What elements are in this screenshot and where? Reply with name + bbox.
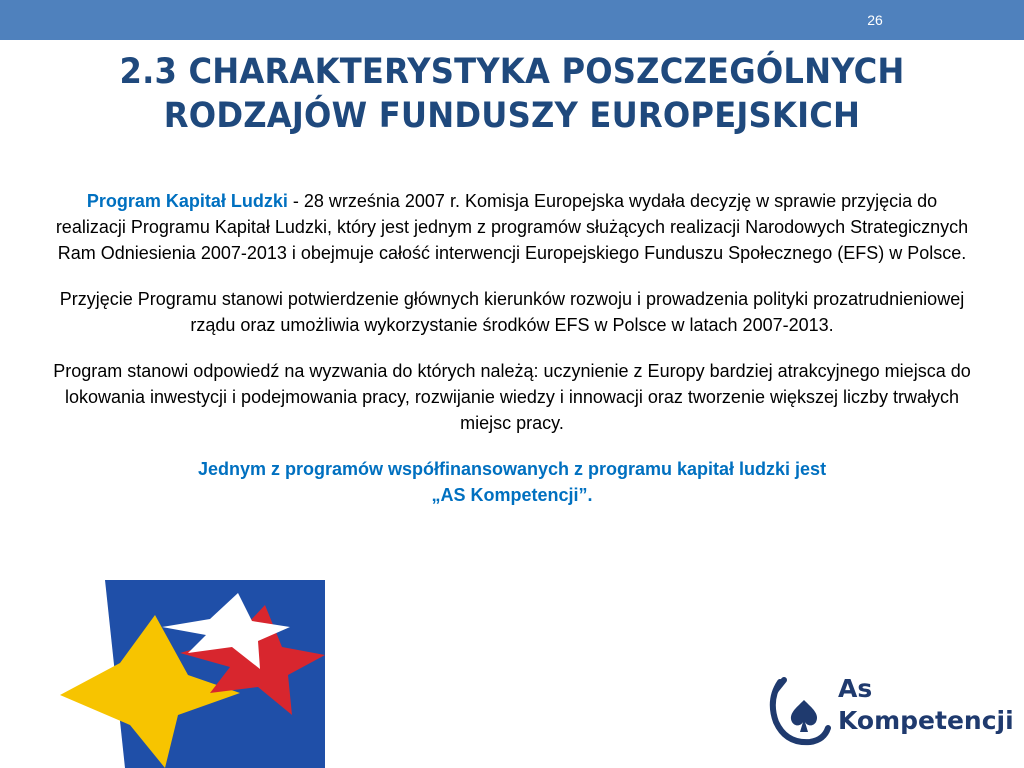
title-line-2: RODZAJÓW FUNDUSZY EUROPEJSKICH <box>163 96 861 136</box>
as-kompetencji-logo <box>766 670 1014 750</box>
slide-title <box>78 50 946 138</box>
closing-line-2: „AS Kompetencji”. <box>431 485 593 505</box>
paragraph-2: Przyjęcie Programu stanowi potwierdzenie głównych kierunków rozwoju i prowadzenia polityki prozatrudnieniowej rządu oraz umożliwia wykorzystanie środków EFS w Polsce w latach 2007-2013. <box>59 289 965 335</box>
eu-funds-logo <box>60 575 330 768</box>
paragraph-1 <box>50 188 974 266</box>
paragraph-1-text: - 28 września 2007 r. Komisja Europejska wydała decyzję w sprawie przyjęcia do realizacji Programu Kapitał Ludzki, który jest jednym z programów służących realizacji Narodowych Strategicznych Ram Odniesienia 2007-2013 i obejmuje całość interwencji Europejskiego Funduszu Społecznego (EFS) w Polsce. <box>55 191 969 263</box>
page-number: 26 <box>867 12 883 28</box>
program-name: Program Kapitał Ludzki <box>86 191 288 211</box>
spade-card-icon <box>766 670 832 750</box>
slide-body <box>50 188 974 528</box>
as-logo-line-2: Kompetencji <box>838 706 1014 735</box>
closing-statement <box>50 456 974 508</box>
closing-line-1: Jednym z programów współfinansowanych z programu kapitał ludzki jest <box>197 459 827 479</box>
paragraph-3: Program stanowi odpowiedź na wyzwania do których należą: uczynienie z Europy bardziej atrakcyjnego miejsca do lokowania inwestycji i podejmowania pracy, rozwijanie wiedzy i innowacji oraz tworzenie większej liczby trwałych miejsc pracy. <box>53 361 971 433</box>
title-line-1: 2.3 CHARAKTERYSTYKA POSZCZEGÓLNYCH <box>119 52 905 92</box>
as-logo-line-1: As <box>838 674 873 703</box>
top-bar <box>0 0 1024 40</box>
